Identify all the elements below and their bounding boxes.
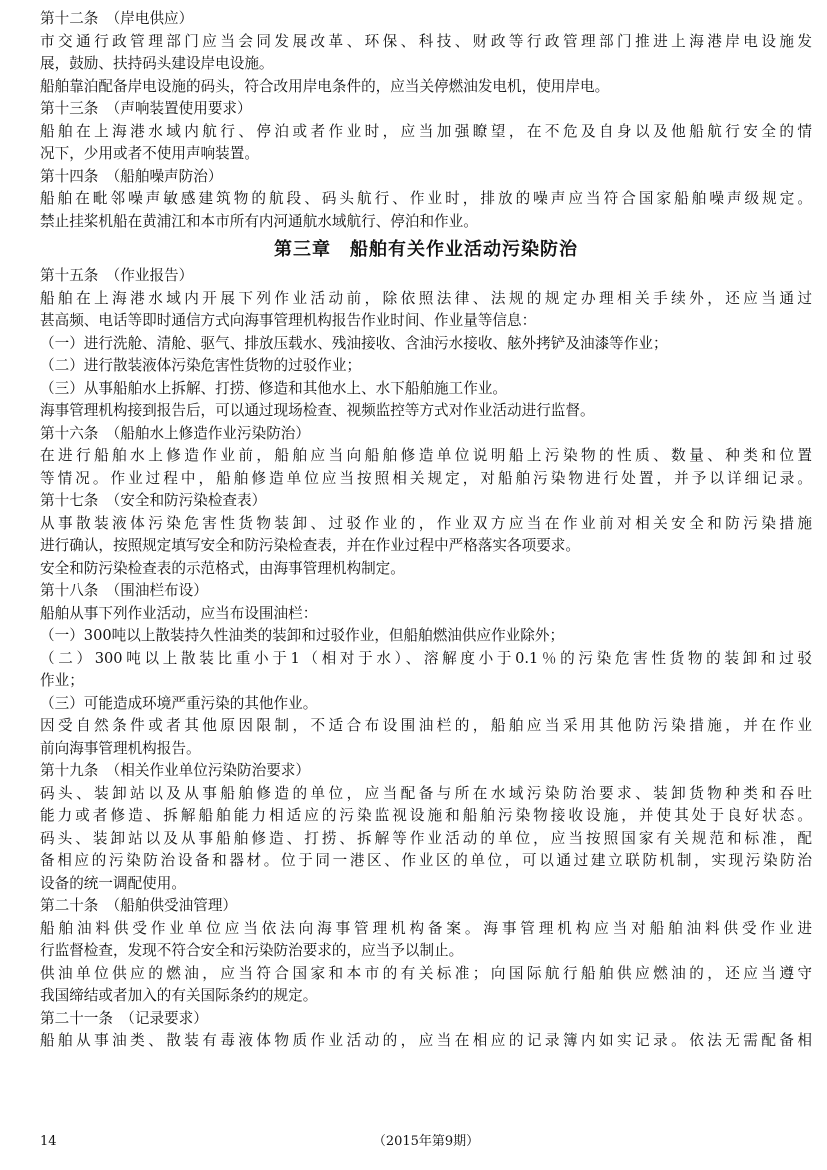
text-line: 我国缔结或者加入的有关国际条约的规定。 (40, 987, 318, 1004)
page-number: 14 (40, 1134, 57, 1149)
text-line: 码头、装卸站以及从事船舶修造、打捞、拆解等作业活动的单位，应当按照国家有关规范和标准，配 (40, 829, 812, 847)
article-heading: 第二十条 （船舶供受油管理） (40, 897, 238, 914)
text-line: 船舶从事油类、散装有毒液体物质作业活动的，应当在相应的记录簿内如实记录。依法无需配备相 (40, 1032, 812, 1049)
text-line: 进行确认，按照规定填写安全和防污染检查表，并在作业过程中严格落实各项要求。 (40, 537, 580, 554)
text-line: （二）300吨以上散装比重小于1（相对于水）、溶解度小于0.1％的污染危害性货物的装卸和过驳 (40, 649, 812, 667)
article-heading: 第十二条 （岸电供应） (40, 10, 194, 27)
text-line: 从事散装液体污染危害性货物装卸、过驳作业的，作业双方应当在作业前对相关安全和防污染措施 (40, 514, 812, 532)
text-line: 展，鼓励、扶持码头建设岸电设施。 (40, 55, 274, 72)
text-line: 能力或者修造、拆解船舶能力相适应的污染监视设施和船舶污染物接收设施，并使其处于良好状态。 (40, 807, 812, 824)
text-line: 船舶从事下列作业活动，应当布设围油栏： (40, 604, 318, 622)
text-line: 在进行船舶水上修造作业前，船舶应当向船舶修造单位说明船上污染物的性质、数量、种类和位置 (40, 447, 812, 464)
text-line: 因受自然条件或者其他原因限制，不适合布设围油栏的，船舶应当采用其他防污染措施，并在作业 (40, 717, 812, 734)
issue-label: （2015年第9期） (372, 1134, 480, 1149)
document-page (40, 8, 812, 1053)
text-line: （二）进行散装液体污染危害性货物的过驳作业； (40, 357, 362, 374)
text-line: （三）从事船舶水上拆解、打捞、修造和其他水上、水下船舶施工作业。 (40, 379, 508, 397)
text-line: 海事管理机构接到报告后，可以通过现场检查、视频监控等方式对作业活动进行监督。 (40, 402, 595, 419)
text-line: 安全和防污染检查表的示范格式，由海事管理机构制定。 (40, 559, 405, 577)
text-line: 禁止挂桨机船在黄浦江和本市所有内河通航水域航行、停泊和作业。 (40, 212, 478, 230)
text-line: 设备的统一调配使用。 (40, 874, 186, 892)
text-line: 船舶油料供受作业单位应当依法向海事管理机构备案。海事管理机构应当对船舶油料供受作业进 (40, 919, 812, 937)
article-heading: 第十五条 （作业报告） (40, 267, 194, 284)
chapter-heading: 第三章 船舶有关作业活动污染防治 (274, 239, 578, 260)
text-line: 况下，少用或者不使用声响装置。 (40, 145, 259, 162)
article-heading: 第十三条 （声响装置使用要求） (40, 100, 252, 117)
text-line: 等情况。作业过程中，船舶修造单位应当按照相关规定，对船舶污染物进行处置，并予以详细记录。 (40, 469, 812, 487)
text-line: 船舶在毗邻噪声敏感建筑物的航段、码头航行、作业时，排放的噪声应当符合国家船舶噪声级规定。 (40, 190, 812, 207)
text-line: 备相应的污染防治设备和器材。位于同一港区、作业区的单位，可以通过建立联防机制，实现污染防治 (40, 852, 812, 869)
text-line: （一）进行洗舱、清舱、驱气、排放压载水、残油接收、含油污水接收、舷外拷铲及油漆等作业； (40, 334, 668, 352)
text-line: 行监督检查，发现不符合安全和污染防治要求的，应当予以制止。 (40, 942, 464, 959)
text-line: 船舶在上海港水域内航行、停泊或者作业时，应当加强瞭望，在不危及自身以及他船航行安全的情 (40, 122, 812, 140)
article-heading: 第二十一条 （记录要求） (40, 1009, 208, 1027)
article-heading: 第十八条 （围油栏布设） (40, 582, 208, 599)
article-heading: 第十九条 （相关作业单位污染防治要求） (40, 762, 310, 779)
text-line: 市交通行政管理部门应当会同发展改革、环保、科技、财政等行政管理部门推进上海港岸电设施发 (40, 32, 812, 50)
article-heading: 第十七条 （安全和防污染检查表） (40, 492, 267, 509)
text-line: 甚高频、电话等即时通信方式向海事管理机构报告作业时间、作业量等信息： (40, 312, 537, 329)
text-line: 船舶靠泊配备岸电设施的码头，符合改用岸电条件的，应当关停燃油发电机，使用岸电。 (40, 77, 610, 95)
article-heading: 第十四条 （船舶噪声防治） (40, 167, 223, 185)
text-line: （三）可能造成环境严重污染的其他作业。 (40, 694, 318, 712)
text-line: 前向海事管理机构报告。 (40, 739, 201, 757)
document-body (40, 8, 812, 1053)
text-line: （一）300吨以上散装持久性油类的装卸和过驳作业，但船舶燃油供应作业除外； (40, 627, 565, 644)
text-line: 船舶在上海港水域内开展下列作业活动前，除依照法律、法规的规定办理相关手续外，还应当通过 (40, 289, 812, 307)
text-line: 作业； (40, 672, 84, 689)
text-line: 码头、装卸站以及从事船舶修造的单位，应当配备与所在水域污染防治要求、装卸货物种类和吞吐 (40, 784, 812, 802)
text-line: 供油单位供应的燃油，应当符合国家和本市的有关标准；向国际航行船舶供应燃油的，还应当遵守 (40, 964, 812, 982)
article-heading: 第十六条 （船舶水上修造作业污染防治） (40, 424, 310, 442)
